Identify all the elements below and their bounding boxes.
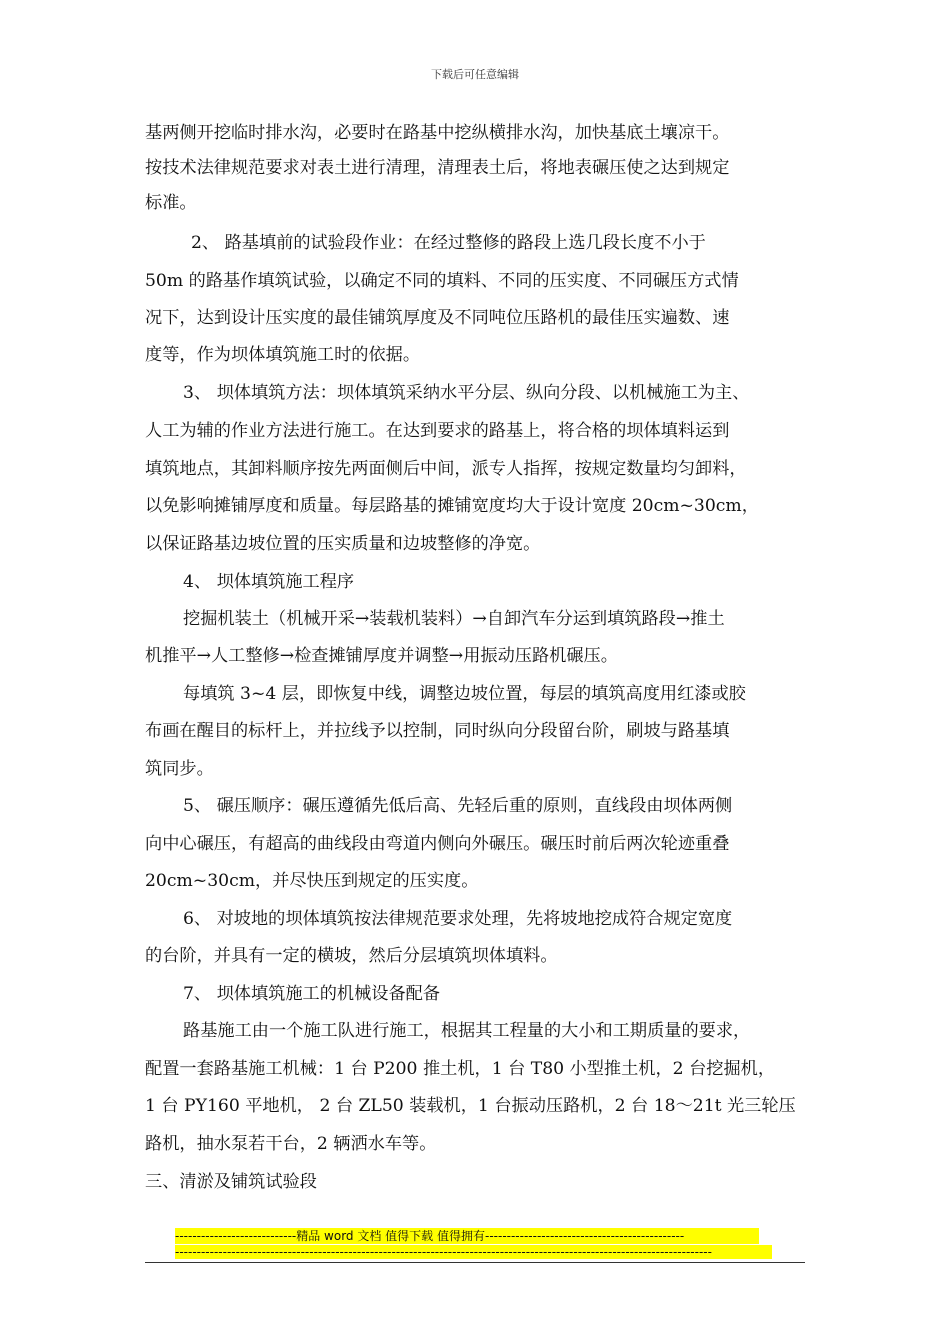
text-line: 基两侧开挖临时排水沟，必要时在路基中挖纵横排水沟，加快基底土壤凉干。	[145, 123, 730, 143]
text-line: 布画在醒目的标杆上，并拉线予以控制，同时纵向分段留台阶，刷坡与路基填	[145, 721, 730, 741]
text-line: 以保证路基边坡位置的压实质量和边坡整修的净宽。	[145, 534, 541, 554]
text-line: 20cm~30cm，并尽快压到规定的压实度。	[145, 871, 479, 891]
text-line: 路机，抽水泵若干台，2 辆洒水车等。	[145, 1134, 437, 1154]
text-line: 以免影响摊铺厚度和质量。每层路基的摊铺宽度均大于设计宽度 20cm~30cm，	[145, 496, 759, 516]
text-line: 5、 碾压顺序：碾压遵循先低后高、先轻后重的原则，直线段由坝体两侧	[183, 796, 733, 816]
text-line: 度等，作为坝体填筑施工时的依据。	[145, 345, 421, 365]
footer-rule	[145, 1262, 805, 1263]
text-line: 1 台 PY160 平地机， 2 台 ZL50 装载机，1 台振动压路机，2 台 18～21t 光三轮压	[145, 1096, 796, 1116]
text-line: 50m 的路基作填筑试验，以确定不同的填料、不同的压实度、不同碾压方式情	[145, 271, 739, 291]
text-line: 路基施工由一个施工队进行施工，根据其工程量的大小和工期质量的要求，	[183, 1021, 751, 1041]
text-line: 机推平→人工整修→检查摊铺厚度并调整→用振动压路机碾压。	[145, 646, 618, 666]
text-line: 三、清淤及铺筑试验段	[145, 1172, 317, 1192]
text-line: 标准。	[145, 193, 197, 213]
footer-dashes: ----------------------------------------------------------------------------------------------------------------------------	[175, 1245, 772, 1259]
text-line: 配置一套路基施工机械：1 台 P200 推土机，1 台 T80 小型推土机，2 台挖掘机，	[145, 1059, 776, 1079]
text-line: 筑同步。	[145, 759, 214, 779]
text-line: 4、 坝体填筑施工程序	[183, 572, 355, 592]
text-line: 向中心碾压，有超高的曲线段由弯道内侧向外碾压。碾压时前后两次轮迹重叠	[145, 834, 730, 854]
text-line: 7、 坝体填筑施工的机械设备配备	[183, 984, 441, 1004]
text-line: 挖掘机装土（机械开采→装载机装料）→自卸汽车分运到填筑路段→推土	[183, 609, 725, 629]
text-line: 人工为辅的作业方法进行施工。在达到要求的路基上，将合格的坝体填料运到	[145, 421, 730, 441]
footer-banner: ----------------------------精品 word 文档 值得下载 值得拥有----------------------------------------------	[175, 1228, 759, 1244]
text-line: 按技术法律规范要求对表土进行清理，清理表土后，将地表碾压使之达到规定	[145, 158, 730, 178]
text-line: 3、 坝体填筑方法：坝体填筑采纳水平分层、纵向分段、以机械施工为主、	[183, 383, 750, 403]
text-line: 填筑地点，其卸料顺序按先两面侧后中间，派专人指挥，按规定数量均匀卸料，	[145, 459, 747, 479]
text-line: 每填筑 3~4 层，即恢复中线，调整边坡位置，每层的填筑高度用红漆或胶	[183, 684, 746, 704]
text-line: 2、 路基填前的试验段作业：在经过整修的路段上选几段长度不小于	[191, 233, 706, 253]
text-line: 6、 对坡地的坝体填筑按法律规范要求处理，先将坡地挖成符合规定宽度	[183, 909, 733, 929]
page-header: 下载后可任意编辑	[431, 68, 519, 81]
text-line: 的台阶，并具有一定的横坡，然后分层填筑坝体填料。	[145, 946, 558, 966]
text-line: 况下，达到设计压实度的最佳铺筑厚度及不同吨位压路机的最佳压实遍数、速	[145, 308, 730, 328]
